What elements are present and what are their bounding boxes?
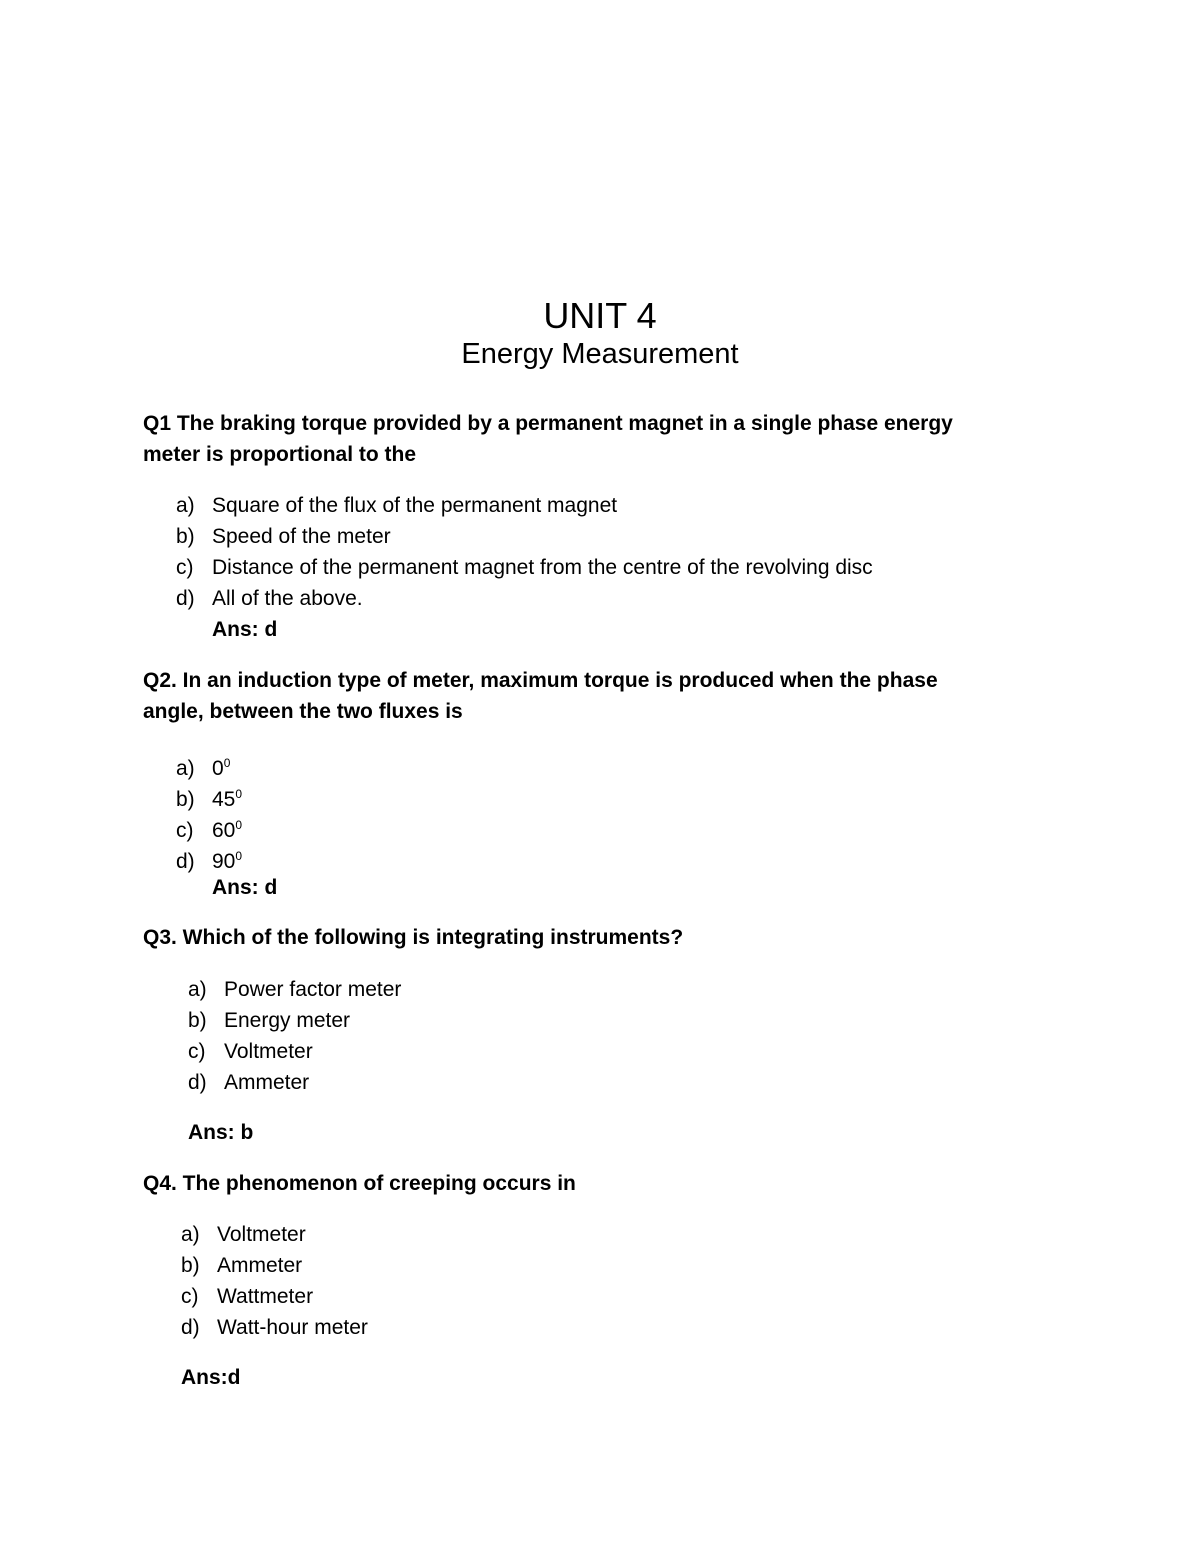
degree-superscript: 0: [223, 756, 231, 770]
question-1-option-a: [176, 490, 617, 521]
option-letter: b): [188, 1009, 207, 1032]
option-text: Ammeter: [224, 1071, 310, 1094]
option-letter: c): [176, 556, 194, 579]
option-text: Voltmeter: [224, 1040, 313, 1063]
option-letter: a): [181, 1223, 200, 1246]
question-3-option-c: [188, 1036, 313, 1067]
option-text: Ammeter: [217, 1254, 303, 1277]
option-letter: b): [176, 525, 195, 548]
option-text: 45: [212, 788, 236, 811]
option-letter: d): [176, 587, 195, 610]
question-1-option-d: [176, 583, 363, 614]
option-letter: c): [176, 819, 194, 842]
option-letter: a): [188, 978, 207, 1001]
question-2-answer: Ans: d: [212, 876, 278, 899]
option-letter: a): [176, 494, 195, 517]
unit-title: UNIT 4: [543, 295, 657, 336]
option-text: Speed of the meter: [212, 525, 391, 548]
option-letter: d): [176, 850, 195, 873]
option-text: Voltmeter: [217, 1223, 306, 1246]
question-3-line-1: Q3. Which of the following is integrating instruments?: [143, 926, 684, 949]
question-4-option-a: [181, 1219, 306, 1250]
question-3-option-b: [188, 1005, 350, 1036]
option-letter: c): [188, 1040, 206, 1063]
question-3-option-d: [188, 1067, 309, 1098]
question-4-answer: Ans:d: [181, 1366, 241, 1389]
option-text: 60: [212, 819, 236, 842]
option-text: Energy meter: [224, 1009, 351, 1032]
option-letter: a): [176, 757, 195, 780]
question-2-line-1: Q2. In an induction type of meter, maximum torque is produced when the phase: [143, 669, 938, 692]
degree-superscript: 0: [235, 787, 243, 801]
option-text: 0: [212, 757, 224, 780]
option-text: Power factor meter: [224, 978, 402, 1001]
question-2-line-2: angle, between the two fluxes is: [143, 700, 463, 723]
degree-superscript: 0: [235, 849, 243, 863]
question-4-option-b: [181, 1250, 302, 1281]
degree-superscript: 0: [235, 818, 243, 832]
option-text: All of the above.: [212, 587, 363, 610]
question-1-line-2: meter is proportional to the: [143, 443, 417, 466]
unit-subtitle: Energy Measurement: [461, 338, 739, 370]
question-1-answer: Ans: d: [212, 618, 278, 641]
option-letter: d): [181, 1316, 200, 1339]
option-letter: b): [176, 788, 195, 811]
option-text: 90: [212, 850, 236, 873]
option-text: Distance of the permanent magnet from the centre of the revolving disc: [212, 556, 873, 579]
question-4-option-d: [181, 1312, 368, 1343]
option-text: Wattmeter: [217, 1285, 314, 1308]
question-4-option-c: [181, 1281, 313, 1312]
question-3-answer: Ans: b: [188, 1121, 254, 1144]
question-3-option-a: [188, 974, 401, 1005]
option-letter: d): [188, 1071, 207, 1094]
question-1-option-c: [176, 552, 873, 583]
option-text: Watt-hour meter: [217, 1316, 368, 1339]
question-4-line-1: Q4. The phenomenon of creeping occurs in: [143, 1172, 576, 1195]
option-text: Square of the flux of the permanent magnet: [212, 494, 618, 517]
question-1-option-b: [176, 521, 391, 552]
option-letter: b): [181, 1254, 200, 1277]
option-letter: c): [181, 1285, 199, 1308]
question-1-line-1: Q1 The braking torque provided by a permanent magnet in a single phase energy: [143, 412, 953, 435]
